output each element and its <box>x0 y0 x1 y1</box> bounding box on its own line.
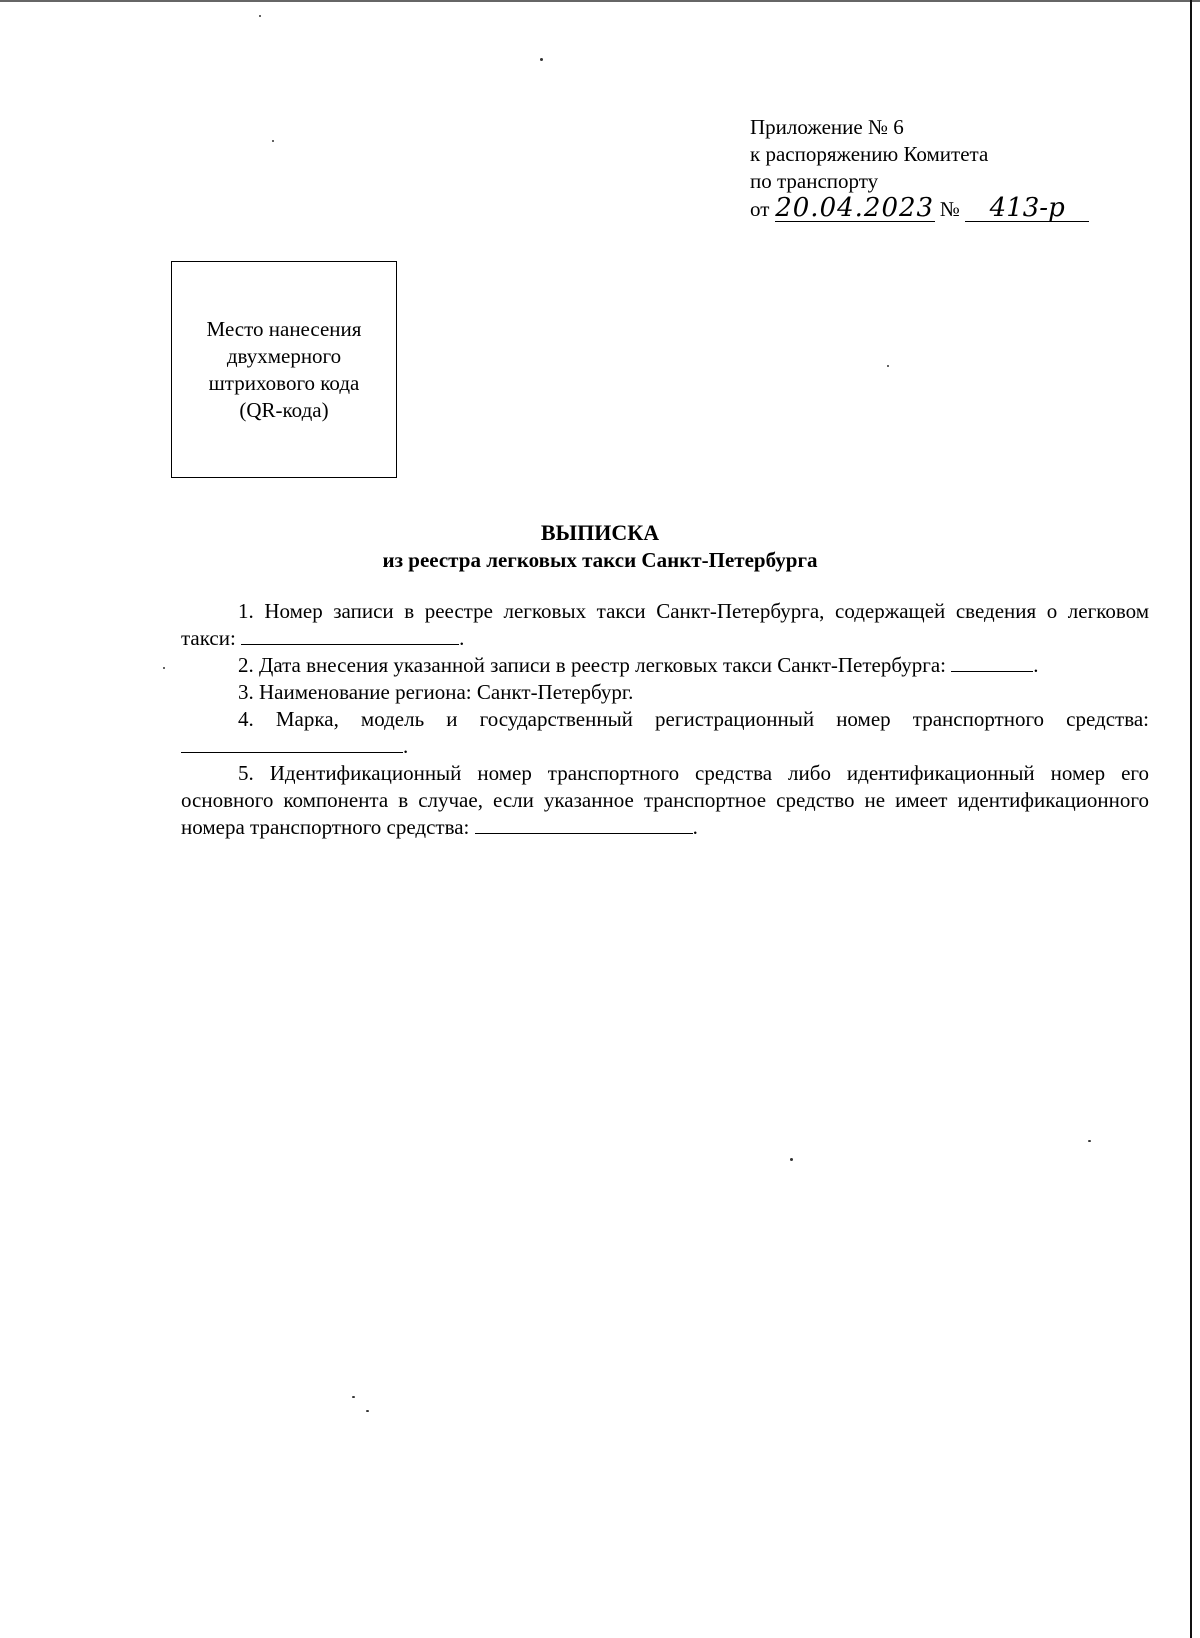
annex-header <box>750 114 1089 223</box>
document-body <box>181 598 1149 841</box>
item-1-blank-field <box>241 626 459 645</box>
item-4-text: 4. Марка, модель и государственный регистрационный номер транспортного средства: <box>238 707 1149 731</box>
item-2-text: 2. Дата внесения указанной записи в реестр легковых такси Санкт-Петербурга: <box>238 653 947 677</box>
item-1-text: 1. Номер записи в реестре легковых такси Санкт-Петербурга, содержащей сведения о легковом такси: <box>181 599 1149 650</box>
item-4-blank-field <box>181 734 403 753</box>
scan-speck <box>272 140 274 142</box>
scan-speck <box>352 1396 355 1398</box>
item-4-end: . <box>403 734 409 758</box>
item-2-end: . <box>1033 653 1039 677</box>
scan-speck <box>259 15 261 17</box>
item-2-blank-field <box>951 653 1033 672</box>
scan-edge-right <box>1190 0 1192 1638</box>
handwritten-date: 20.04.2023 <box>775 193 935 223</box>
item-3-text: 3. Наименование региона: Санкт-Петербург. <box>238 680 634 704</box>
scan-edge-top <box>0 0 1200 2</box>
scan-speck <box>366 1410 369 1412</box>
item-5-text: 5. Идентификационный номер транспортного средства либо идентификационный номер его основного компонента в случае, если указанное транспортное средство не имеет идентификационного номера транспортного средства: <box>181 761 1149 839</box>
item-5-end: . <box>692 815 698 839</box>
document-title: ВЫПИСКА <box>540 520 660 545</box>
qr-box-line-1: Место нанесения <box>206 316 362 341</box>
scan-speck <box>163 667 165 669</box>
item-5 <box>181 760 1149 841</box>
qr-box-line-3: штрихового кода <box>208 370 360 395</box>
annex-line-3: по транспорту <box>750 169 879 193</box>
annex-line-2: к распоряжению Комитета <box>750 142 989 166</box>
annex-line-1: Приложение № 6 <box>750 115 904 139</box>
qr-box-line-2: двухмерного <box>226 343 342 368</box>
item-2 <box>181 652 1149 679</box>
item-3 <box>181 679 1149 706</box>
number-prefix: № <box>939 197 960 221</box>
item-1-end: . <box>459 626 465 650</box>
item-4 <box>181 706 1149 760</box>
handwritten-number: 413-р <box>965 195 1089 222</box>
scan-speck <box>540 58 543 61</box>
qr-box-line-4: (QR-кода) <box>239 397 329 422</box>
scan-speck <box>790 1158 793 1161</box>
item-1 <box>181 598 1149 652</box>
annex-date-number-line <box>750 195 1089 223</box>
scan-speck <box>887 365 889 367</box>
scan-speck <box>1088 1140 1091 1142</box>
date-prefix: от <box>750 197 770 221</box>
item-5-blank-field <box>475 815 693 834</box>
document-subtitle: из реестра легковых такси Санкт-Петербурга <box>382 548 818 572</box>
qr-code-placeholder-box <box>171 261 397 478</box>
